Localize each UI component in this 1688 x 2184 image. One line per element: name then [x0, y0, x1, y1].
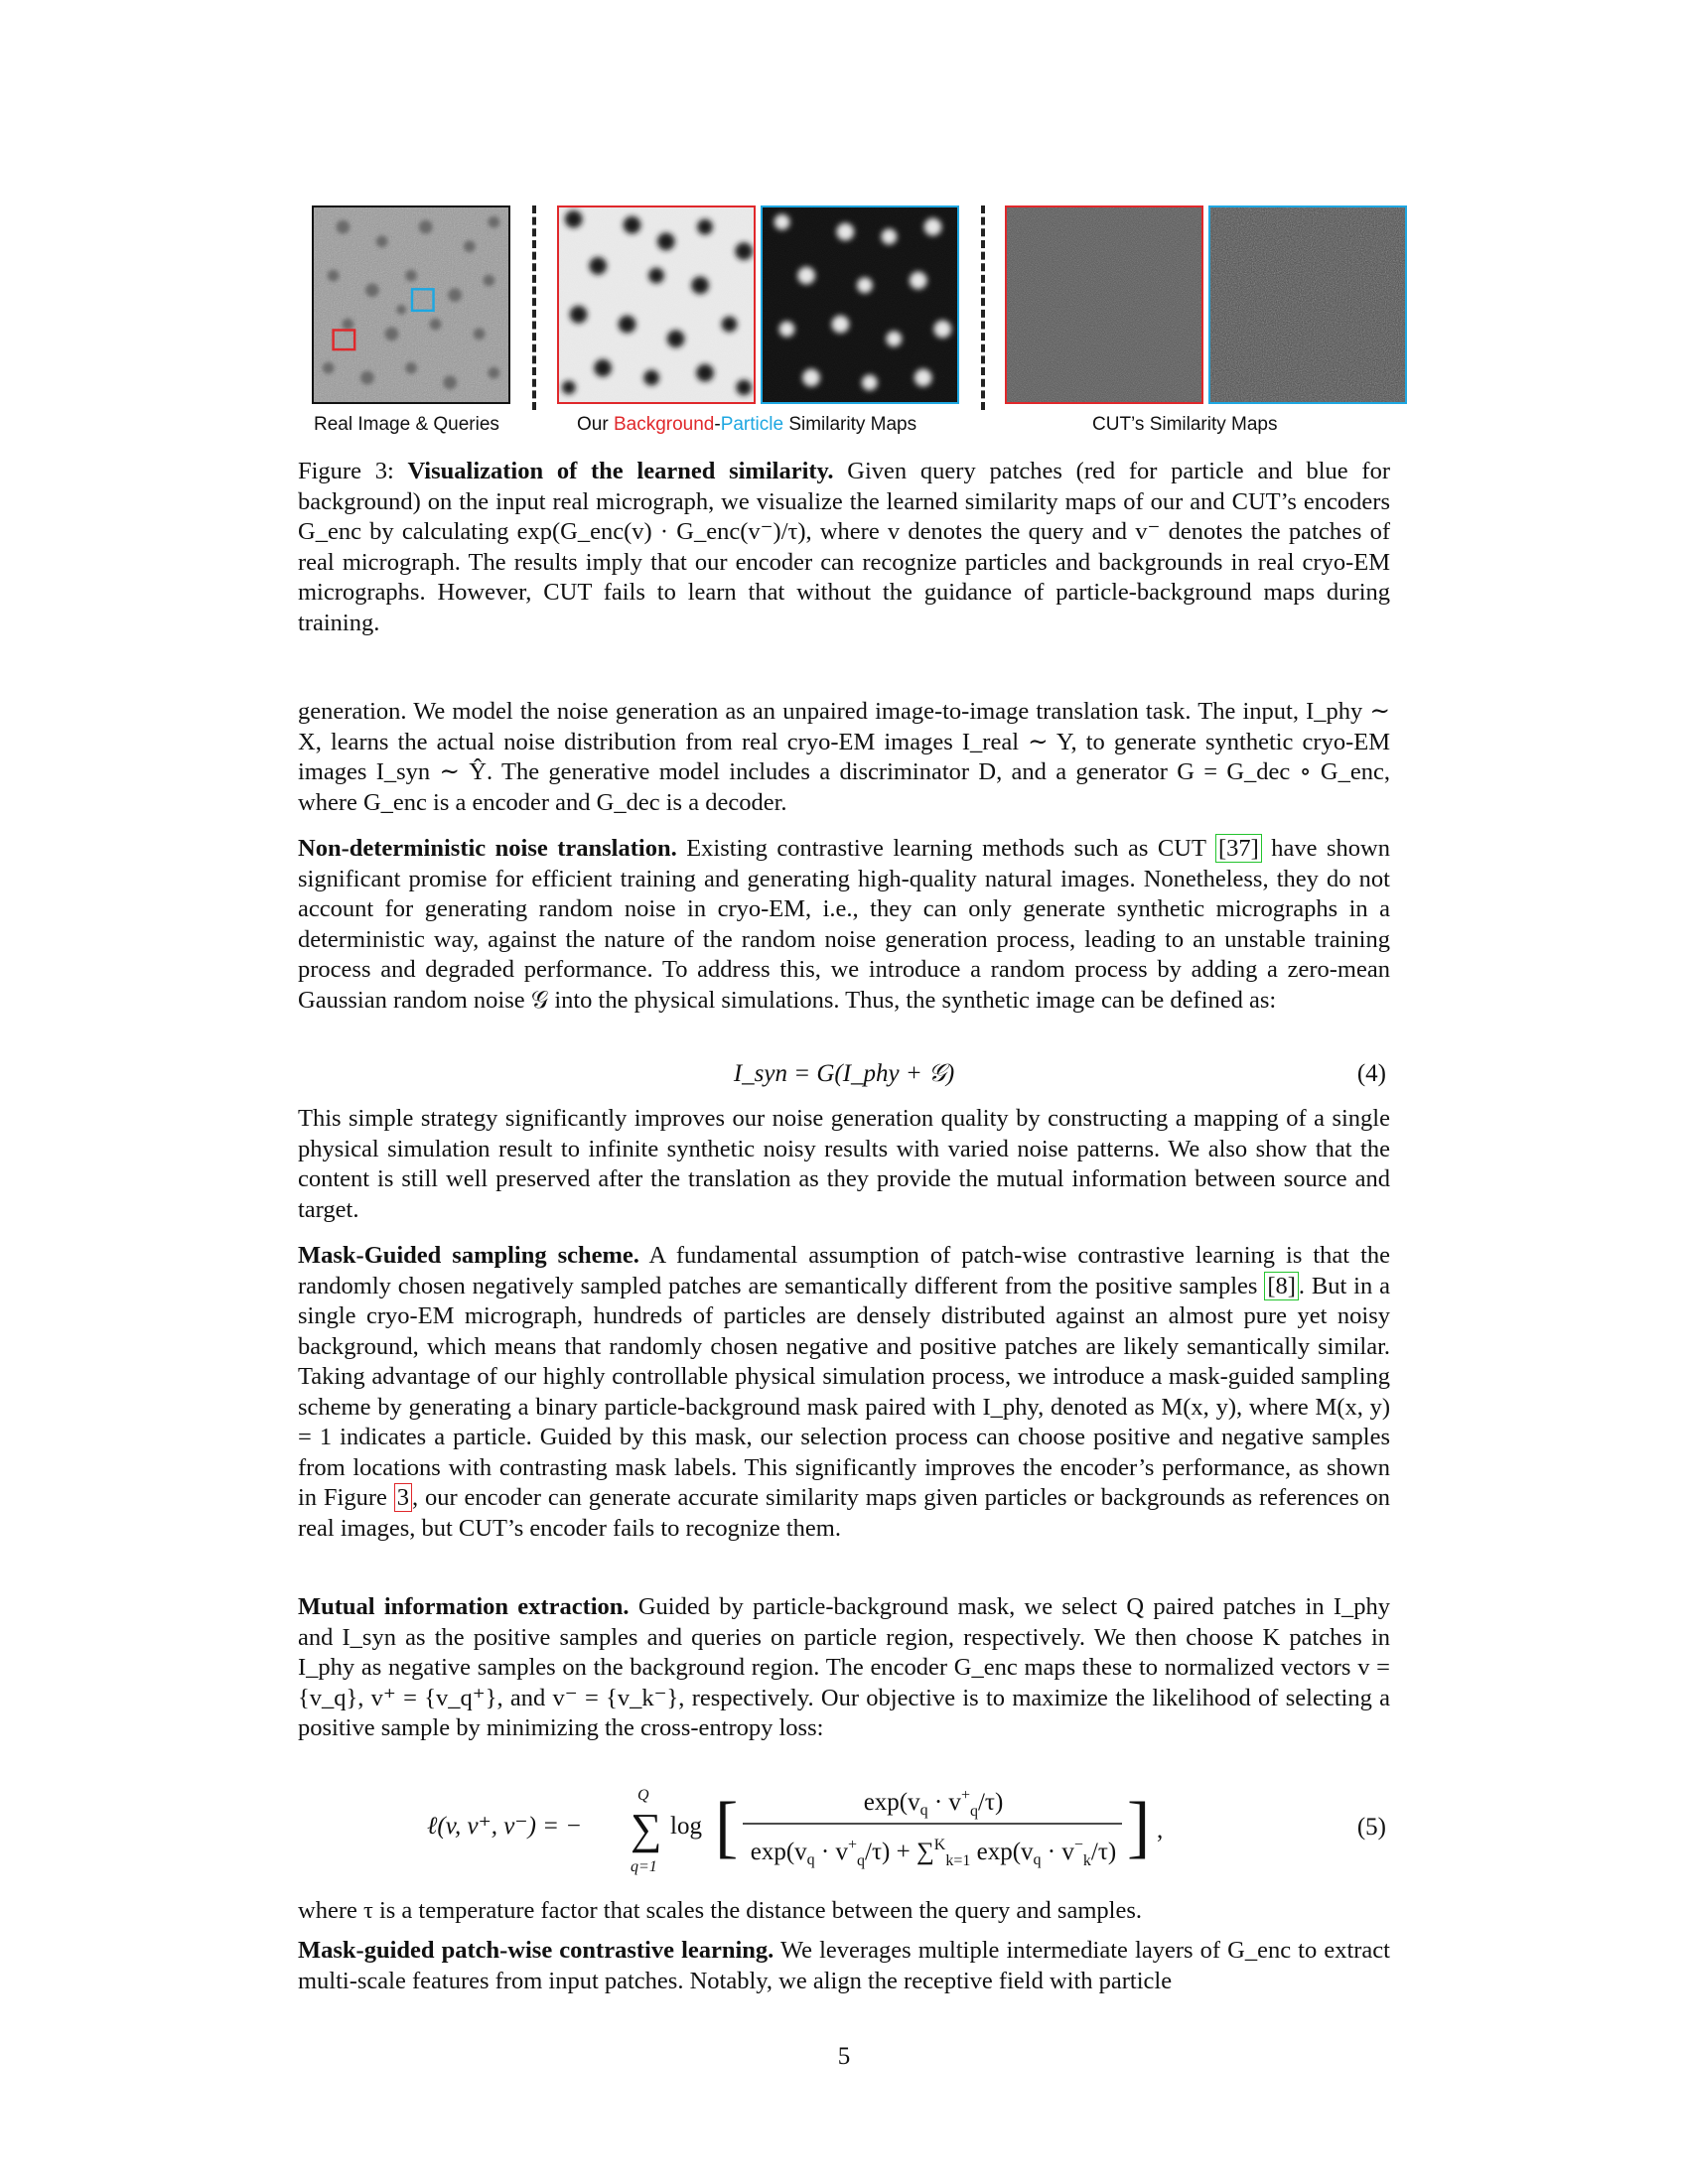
label-real-image: Real Image & Queries	[314, 414, 499, 435]
citation-37[interactable]: [37]	[1215, 834, 1262, 863]
paragraph-mask-guided-sampling: Mask-Guided sampling scheme. A fundamental assumption of patch-wise contrastive learning is that the randomly chosen negatively sampled patches are semantically different from the positive samples [8] . But in a single cryo-EM micrograph, hundreds of particles are densely distributed against an almost pure yet noisy background, which means that randomly chosen negative and positive patches are likely semantically similar. Taking advantage of our highly controllable physical simulation process, we introduce a mask-guided sampling scheme by generating a binary particle-background mask paired with I_phy, denoted as M(x, y), where M(x, y) = 1 indicates a particle. Guided by this mask, our selection process can choose positive and negative samples from locations with contrasting mask labels. This significantly improves the encoder’s performance, as shown in Figure 3 , our encoder can generate accurate similarity maps given particles or backgrounds as references on real images, but CUT’s encoder fails to recognize them.	[298, 1242, 1390, 1542]
paragraph-noise-translation: Non-deterministic noise translation. Existing contrastive learning methods such as CUT [37] have shown significant promise for efficient training and generating high-quality natural images. Nonetheless, they do not account for generating random noise in cryo-EM, i.e., they can only generate synthetic micrographs in a deterministic way, against the nature of the random noise generation process, leading to an unstable training process and degraded performance. To address this, we introduce a random process by adding a zero-mean Gaussian random noise 𝒢 into the physical simulations. Thus, the synthetic image can be defined as:	[298, 835, 1391, 1014]
paragraph-strategy: This simple strategy significantly improves our noise generation quality by constructing a mapping of a single physical simulation result to infinite synthetic noisy results with varied noise patterns. We also show that the content is still well preserved after the translation as they provide the mutual information between source and target.	[298, 1105, 1390, 1223]
ours-particle-map	[761, 205, 959, 404]
equation-4	[298, 1052, 1390, 1102]
heading-noise-translation: Non-deterministic noise translation.	[298, 835, 677, 862]
equation-4-body: I_syn = G(I_phy + 𝒢)	[733, 1060, 955, 1087]
figure-separator-2	[981, 205, 985, 410]
ours-background-map	[557, 205, 756, 404]
cut-particle-map	[1208, 205, 1407, 404]
paragraph-patchwise-contrastive: Mask-guided patch-wise contrastive learning. We leverages multiple intermediate layers of G_enc to extract multi-scale features from input patches. Notably, we align the receptive field with particle	[298, 1937, 1390, 1994]
heading-mask-guided-sampling: Mask-Guided sampling scheme.	[298, 1242, 639, 1269]
figure-3	[312, 205, 1384, 434]
label-ours-maps: Our Background-Particle Similarity Maps	[577, 414, 917, 435]
paper-page	[298, 0, 1390, 2184]
citation-8[interactable]: [8]	[1264, 1272, 1299, 1300]
cut-background-map	[1005, 205, 1203, 404]
label-particle-word: Particle	[720, 414, 784, 435]
real-micrograph-image	[314, 207, 508, 402]
svg-text:exp(vq · v+q/τ): $\exp(v_q \cdot v^+_q/\tau)$	[863, 1787, 1004, 1820]
equation-5-body	[427, 1772, 1321, 1881]
svg-text:exp(vq · v+q/τ) + ∑Kk=1 exp(vq: $\exp(v_q \cdot v^+_q/\tau) + \sum^K_{k=1}$ $\exp(v_q \cdot v^-_k/\tau)$	[750, 1837, 1117, 1869]
real-micrograph-panel	[312, 205, 510, 404]
figure-ref-3[interactable]: 3	[394, 1483, 412, 1512]
paragraph-mutual-information: Mutual information extraction. Guided by particle-background mask, we select Q paired patches in I_phy and I_syn as the positive samples and queries on particle region, respectively. We then choose K patches in I_phy as negative samples on the background region. The encoder G_enc maps these to normalized vectors v = {v_q}, v⁺ = {v_q⁺}, and v⁻ = {v_k⁻}, respectively. Our objective is to maximize the likelihood of selecting a positive sample by minimizing the cross-entropy loss:	[298, 1593, 1390, 1741]
heading-patchwise-contrastive: Mask-guided patch-wise contrastive learning.	[298, 1937, 774, 1964]
paragraph-temperature: where τ is a temperature factor that scales the distance between the query and samples.	[298, 1897, 1142, 1924]
paragraph-generation: generation. We model the noise generation as an unpaired image-to-image translation task. The input, I_phy ∼ X, learns the actual noise distribution from real cryo-EM images I_real ∼ Y, to generate synthetic cryo-EM images I_syn ∼ Ŷ. The generative model includes a discriminator D, and a generator G = G_dec ∘ G_enc, where G_enc is a encoder and G_dec is a decoder.	[298, 698, 1390, 816]
ours-background-map-image	[559, 207, 754, 402]
cut-background-map-image	[1007, 207, 1201, 402]
caption-title: Visualization of the learned similarity.	[407, 458, 834, 484]
figure-caption: Figure 3: Visualization of the learned similarity. Given query patches (red for particle and blue for background) on the input real micrograph, we visualize the learned similarity maps of our and CUT’s encoders G_enc by calculating exp(G_enc(v) · G_enc(v⁻)/τ), where v denotes the query and v⁻ denotes the patches of real micrograph. The results imply that our encoder can recognize particles and backgrounds in real cryo-EM micrographs. However, CUT fails to learn that without the guidance of particle-background maps during training.	[298, 458, 1390, 636]
ours-particle-map-image	[763, 207, 957, 402]
equation-4-number: (4)	[1356, 1060, 1386, 1087]
svg-text:]: ]	[1127, 1789, 1151, 1865]
svg-text:,: ,	[1157, 1817, 1164, 1843]
svg-text:log: log	[670, 1813, 702, 1840]
cut-particle-map-image	[1210, 207, 1405, 402]
label-background-word: Background	[613, 414, 715, 435]
svg-text:[: [	[715, 1789, 739, 1865]
svg-text:∑: ∑	[631, 1805, 662, 1853]
figure-separator-1	[532, 205, 536, 410]
page-number: 5	[837, 2043, 851, 2070]
svg-text:Q: Q	[637, 1787, 649, 1804]
svg-text:ℓ(v, v⁺, v⁻) = −: ℓ(v, v⁺, v⁻) = −	[427, 1813, 583, 1840]
heading-mutual-information: Mutual information extraction.	[298, 1593, 630, 1620]
equation-5-number: (5)	[1356, 1814, 1386, 1841]
svg-text:q=1: q=1	[631, 1858, 657, 1875]
equation-5	[298, 1772, 1390, 1881]
label-cut-maps: CUT’s Similarity Maps	[1092, 414, 1278, 435]
